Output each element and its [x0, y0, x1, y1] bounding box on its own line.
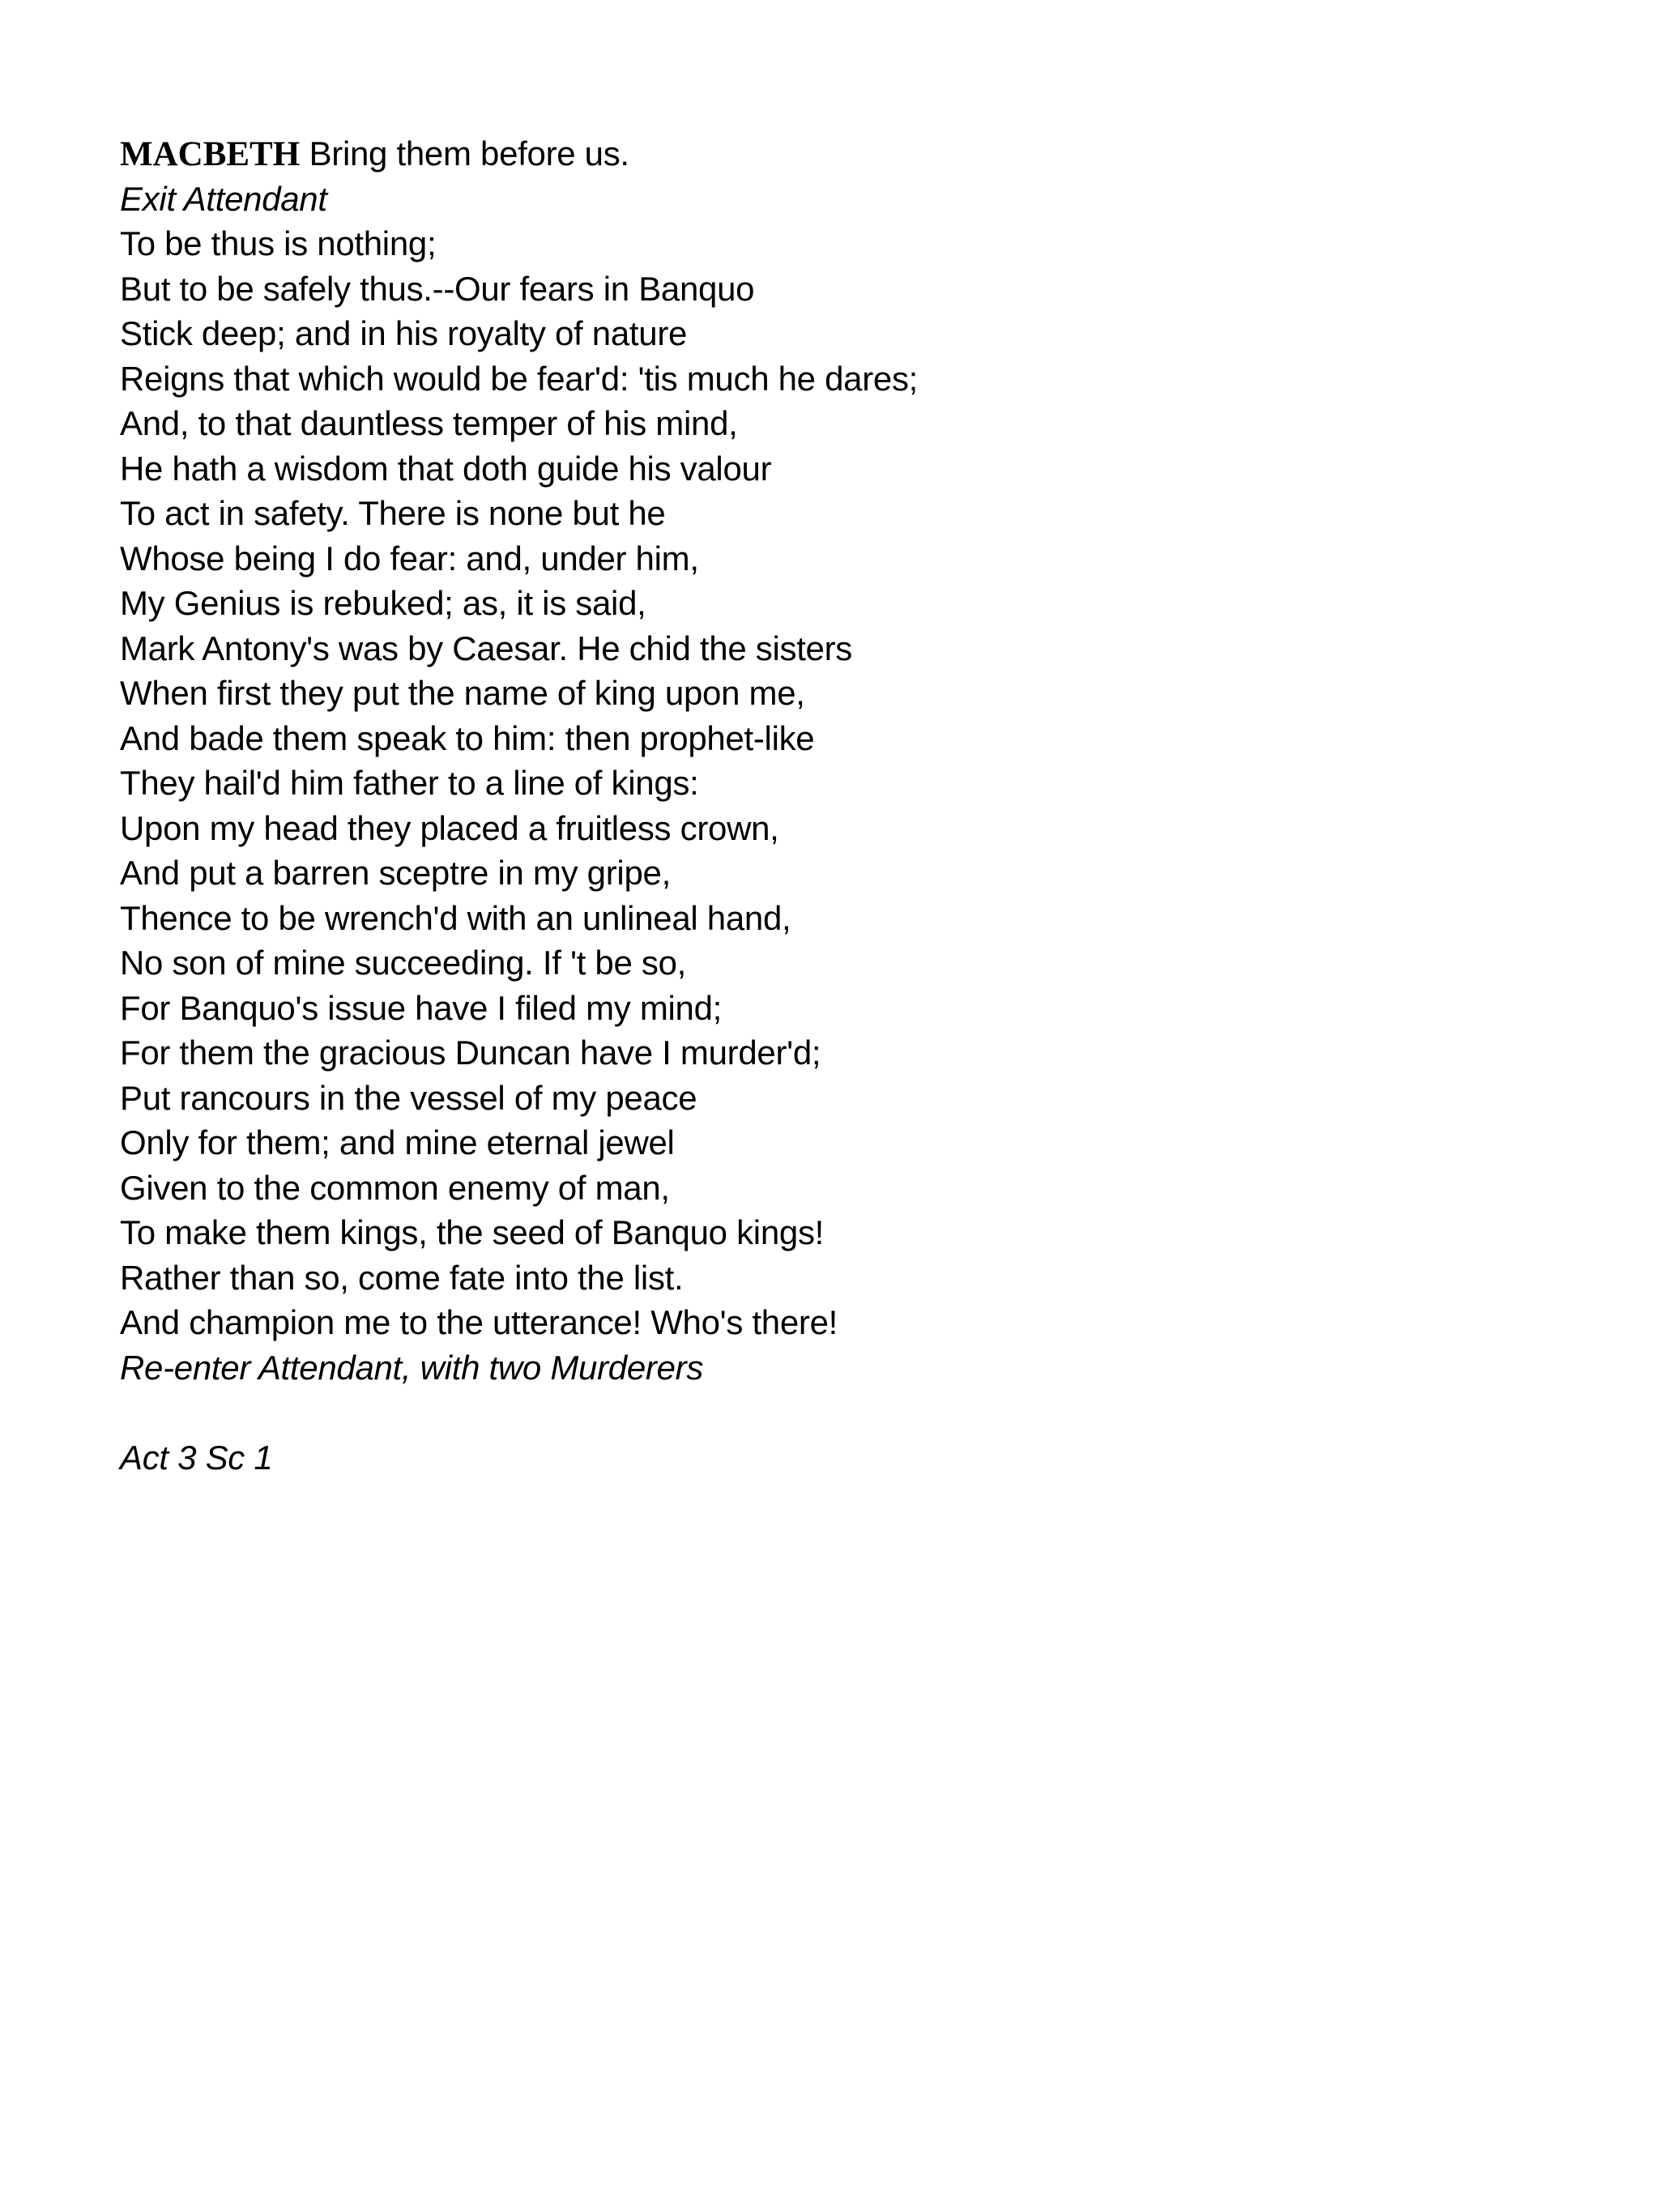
verse-line: And bade them speak to him: then prophet-like	[120, 718, 815, 757]
verse-line: To act in safety. There is none but he	[120, 494, 666, 532]
verse-line: To be thus is nothing;	[120, 224, 437, 262]
verse-line: They hail'd him father to a line of kings:	[120, 764, 699, 802]
verse-line: Thence to be wrench'd with an unlineal hand,	[120, 898, 791, 937]
verse-line: Reigns that which would be fear'd: 'tis much he dares;	[120, 359, 919, 398]
verse-line: My Genius is rebuked; as, it is said,	[120, 584, 646, 622]
verse-line: Rather than so, come fate into the list.	[120, 1258, 684, 1297]
verse-line: And put a barren sceptre in my gripe,	[120, 854, 671, 892]
verse-line: Only for them; and mine eternal jewel	[120, 1123, 675, 1161]
verse-line: For Banquo's issue have I filed my mind;	[120, 988, 723, 1027]
verse-line: Given to the common enemy of man,	[120, 1168, 670, 1207]
verse-line: And champion me to the utterance! Who's there!	[120, 1303, 838, 1341]
verse-line: And, to that dauntless temper of his mind,	[120, 404, 738, 442]
verse-line: He hath a wisdom that doth guide his valour	[120, 449, 772, 488]
first-line: Bring them before us.	[309, 134, 629, 173]
verse-line: Upon my head they placed a fruitless crown,	[120, 808, 779, 847]
speaker-name: MACBETH	[120, 135, 301, 173]
verse-line: Mark Antony's was by Caesar. He chid the sisters	[120, 629, 853, 667]
verse-line: Whose being I do fear: and, under him,	[120, 539, 699, 578]
stage-direction-exit: Exit Attendant	[120, 179, 327, 218]
verse-line: When first they put the name of king upon me,	[120, 674, 805, 712]
verse-line: To make them kings, the seed of Banquo kings!	[120, 1213, 825, 1251]
verse-line: For them the gracious Duncan have I murder'd;	[120, 1034, 821, 1072]
verse-line: No son of mine succeeding. If 't be so,	[120, 944, 687, 982]
verse-line: Put rancours in the vessel of my peace	[120, 1078, 697, 1117]
verse-line: Stick deep; and in his royalty of nature	[120, 314, 688, 352]
speech-text	[120, 131, 1578, 1480]
verse-line: But to be safely thus.--Our fears in Banquo	[120, 269, 755, 308]
scene-reference: Act 3 Sc 1	[120, 1438, 273, 1477]
speech-opening-line	[120, 131, 1578, 177]
stage-direction-enter: Re-enter Attendant, with two Murderers	[120, 1348, 704, 1387]
blank-line	[120, 1390, 1578, 1435]
